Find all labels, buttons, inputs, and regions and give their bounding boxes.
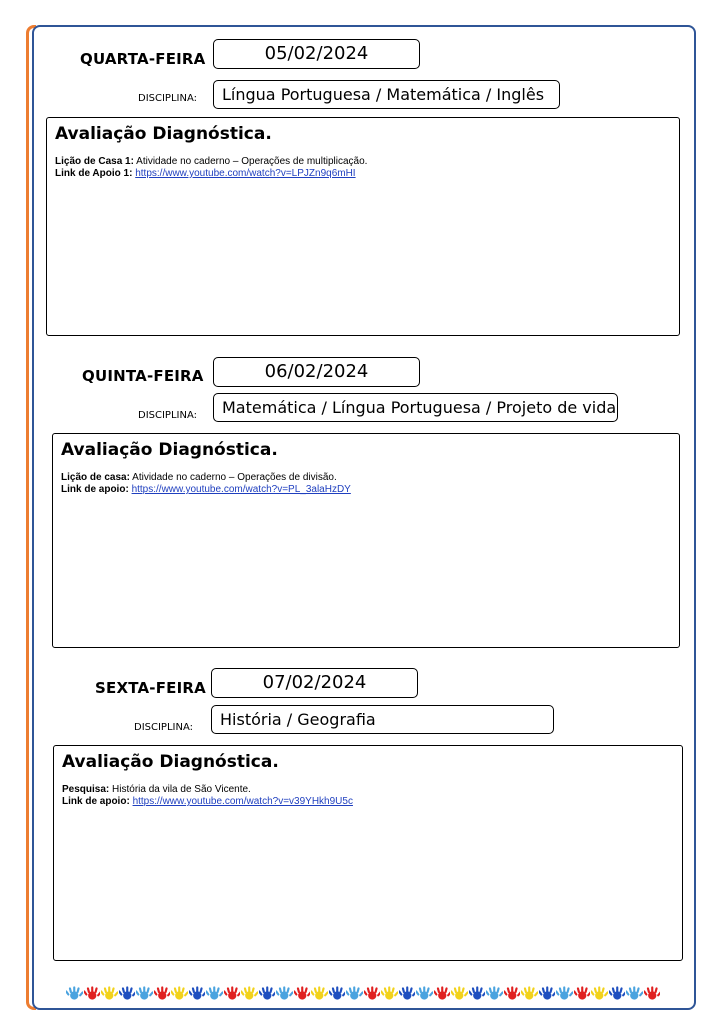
date-field: 05/02/2024 <box>213 39 420 69</box>
hand-icon <box>224 984 241 1002</box>
homework-line <box>55 156 671 168</box>
hand-icon <box>574 984 591 1002</box>
research-line <box>62 784 674 796</box>
hand-icon <box>504 984 521 1002</box>
hand-icon <box>241 984 258 1002</box>
hand-icon <box>119 984 136 1002</box>
hand-icon <box>154 984 171 1002</box>
hand-icon <box>311 984 328 1002</box>
content-box <box>53 745 683 961</box>
discipline-label: DISCIPLINA: <box>138 93 197 104</box>
support-link[interactable]: https://www.youtube.com/watch?v=PL_3alaHzDY <box>131 484 351 495</box>
hand-icon <box>399 984 416 1002</box>
hand-icon <box>486 984 503 1002</box>
date-field: 06/02/2024 <box>213 357 420 387</box>
hand-icon <box>521 984 538 1002</box>
hand-icon <box>294 984 311 1002</box>
content-box <box>46 117 680 336</box>
hand-icon <box>206 984 223 1002</box>
hand-icon <box>626 984 643 1002</box>
support-link-label: Link de Apoio 1: <box>55 168 133 179</box>
content-title: Avaliação Diagnóstica. <box>61 440 278 460</box>
subjects-field: Língua Portuguesa / Matemática / Inglês <box>213 80 560 109</box>
content-title: Avaliação Diagnóstica. <box>55 124 272 144</box>
subjects-field: Matemática / Língua Portuguesa / Projeto de vida <box>213 393 618 422</box>
hand-icon <box>556 984 573 1002</box>
hand-icon <box>329 984 346 1002</box>
hand-icon <box>644 984 661 1002</box>
hand-icon <box>101 984 118 1002</box>
research-text: História da vila de São Vicente. <box>112 784 251 795</box>
hand-icon <box>364 984 381 1002</box>
hand-icon <box>434 984 451 1002</box>
support-link-line <box>55 168 671 180</box>
support-link-line <box>62 796 674 808</box>
hand-icon <box>591 984 608 1002</box>
hand-icon <box>381 984 398 1002</box>
date-field: 07/02/2024 <box>211 668 418 698</box>
hand-icon <box>609 984 626 1002</box>
hand-icon <box>84 984 101 1002</box>
homework-line <box>61 472 671 484</box>
support-link[interactable]: https://www.youtube.com/watch?v=LPJZn9q6mHI <box>135 168 356 179</box>
hand-icon <box>539 984 556 1002</box>
research-label: Pesquisa: <box>62 784 110 795</box>
hand-icon <box>346 984 363 1002</box>
hand-icon <box>416 984 433 1002</box>
hand-icon <box>171 984 188 1002</box>
weekday-label: SEXTA-FEIRA <box>95 679 206 697</box>
hand-icon <box>259 984 276 1002</box>
weekday-label: QUINTA-FEIRA <box>82 367 204 385</box>
hand-icon <box>469 984 486 1002</box>
discipline-label: DISCIPLINA: <box>134 722 193 733</box>
homework-label: Lição de casa: <box>61 472 130 483</box>
content-title: Avaliação Diagnóstica. <box>62 752 279 772</box>
support-link-label: Link de apoio: <box>62 796 130 807</box>
weekday-label: QUARTA-FEIRA <box>80 50 206 68</box>
hand-icon <box>189 984 206 1002</box>
support-link[interactable]: https://www.youtube.com/watch?v=v39YHkh9U5c <box>132 796 353 807</box>
homework-text: Atividade no caderno – Operações de divisão. <box>132 472 337 483</box>
hand-icon <box>451 984 468 1002</box>
homework-label: Lição de Casa 1: <box>55 156 134 167</box>
support-link-line <box>61 484 671 496</box>
content-box <box>52 433 680 648</box>
hand-icon <box>136 984 153 1002</box>
discipline-label: DISCIPLINA: <box>138 410 197 421</box>
subjects-field: História / Geografia <box>211 705 554 734</box>
handprint-border <box>66 982 660 1004</box>
hand-icon <box>66 984 83 1002</box>
homework-text: Atividade no caderno – Operações de multiplicação. <box>136 156 368 167</box>
support-link-label: Link de apoio: <box>61 484 129 495</box>
hand-icon <box>276 984 293 1002</box>
